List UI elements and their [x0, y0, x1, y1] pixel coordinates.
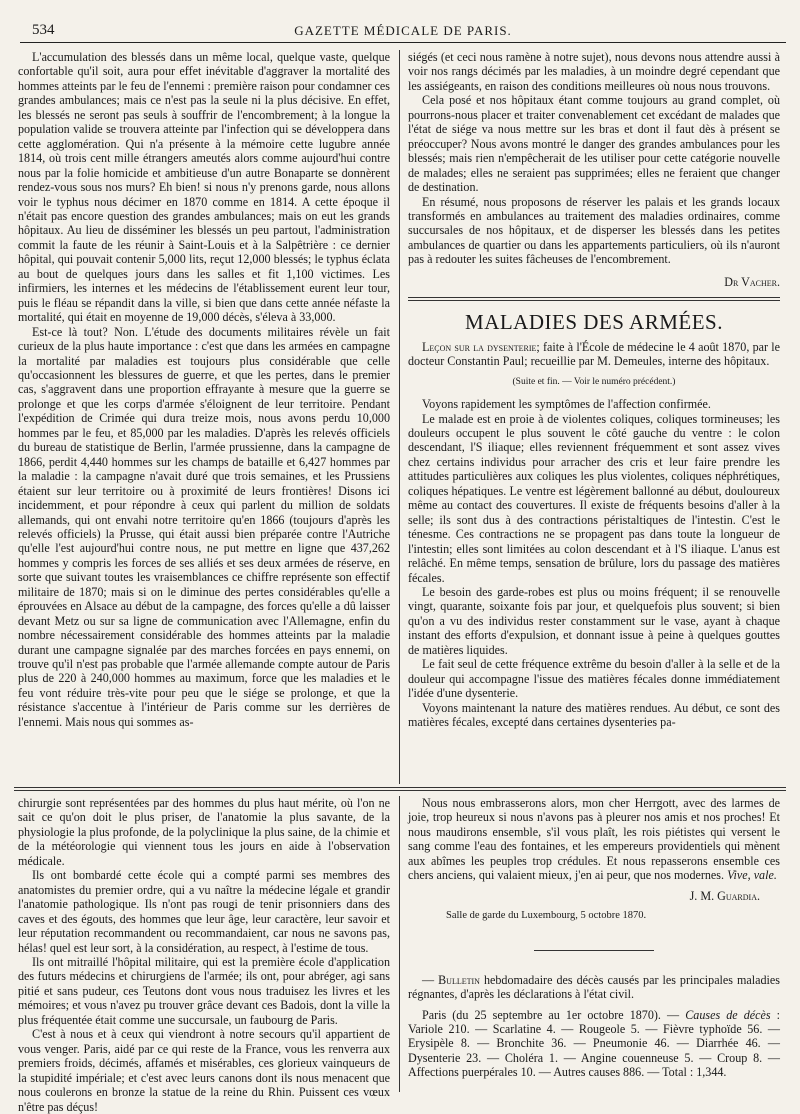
mortality-stats [408, 1008, 780, 1080]
paragraph: siégés (et ceci nous ramène à notre sujet), nous devons nous attendre aussi à voir nos rangs décimés par les maladies, à un moindre degré cependant que les assiégeants, en raison des conditions meilleures où nous nous trouvons. [408, 50, 780, 93]
feuilleton-divider [14, 787, 786, 788]
feuilleton-divider-double [14, 790, 786, 791]
lecon-rest: ; faite à l'École de médecine le 4 août 1870, par le docteur Constantin Paul; recueillie par M. Demeules, interne des hôpitaux. [408, 339, 780, 369]
lecon-heading [408, 340, 780, 369]
section-divider-double [408, 300, 780, 301]
column-divider [399, 796, 400, 1092]
bulletin-rest: hebdomadaire des décès causés par les principales maladies régnantes, d'après les déclarations à l'état civil. [408, 972, 780, 1002]
paragraph: chirurgie sont représentées par des hommes du plus haut mérite, où l'on ne sait ce qu'on doit le plus priser, de l'anatomie la plus savante, de la physiologie la plus profonde, de la polyclinique la plus saine, de la chimie et de la météorologie qui viennent tous les jours en aide à l'observation médicale. [18, 796, 390, 868]
letter-text: Nous nous embrasserons alors, mon cher Herrgott, avec des larmes de joie, trop heureux si nous n'avons pas à pleurer nos amis et nos proches! Et nous maudirons ensemble, s'il vous plaît, les rois piétistes qui versent le sang comme l'eau des fontaines, et les empereurs providentiels qui mènent aux abîmes les peuples trop crédules. Et nous repasserons ensemble ces chers anciens, qui valaient mieux, j'en ai peur, que nos modernes. [408, 796, 780, 883]
column-divider [399, 50, 400, 784]
paragraph: L'accumulation des blessés dans un même local, quelque vaste, quelque confortable qu'il soit, aura pour effet inévitable d'aggraver la mortalité des hommes atteints par le feu de l'ennemi : première raison pour condamner ces grandes ambulances; mais ce n'est pas la seule ni la plus décisive. En effet, les blessés ne seront pas seuls à souffrir de l'encombrement; à la longue la population valide se trouvera atteinte par l'infection qui se développera dans cette agglomération. Qui n'a présente à la mémoire cette lugubre année 1814, où trois cent mille étrangers ameutés alors comme aujourd'hui contre nous par la folie homicide et ambitieuse d'un autre Bonaparte se donnèrent rendez-vous sous nos murs? Eh bien! si nous n'y prenons garde, nous allons voir le typhus nous décimer en 1870 comme en 1814. A cette époque il n'était pas encore question des grandes ambulances; mais on eut les grands hôpitaux. Au lieu de disséminer les blessés un peu partout, l'administration commit la faute de les réunir à Saint-Louis et à la Salpêtrière : ce dernier hôpital, qui pouvait contenir 5,000 lits, reçut 12,000 blessés; le typhus éclata au bout de quelques jours dans les salles et fit 1,100 victimes. Les infirmiers, les internes et les médecins de l'établissement eurent leur tour, puis le fléau se répandit dans la ville, si bien que dans cette année néfaste la mortalité, qui était en moyenne de 19,000 décès, s'éleva à 33,000. [18, 50, 390, 325]
paragraph: Ils ont bombardé cette école qui a compté parmi ses membres des anatomistes du premier ordre, qui a vu naître la médecine légale et grandir l'anatomie pathologique. Ils n'ont pas rougi de tenir prisonniers dans des caves et des égouts, des hommes que leur âge, leur caractère, leur savoir et leur réputation recommandent ou recommandaient, car nous ne savons pas, hélas! quel est leur sort, à la considération, au respect, à l'estime de tous. [18, 868, 390, 955]
upper-right-column [408, 50, 780, 729]
paragraph: Cela posé et nos hôpitaux étant comme toujours au grand complet, où pourrons-nous placer et traiter convenablement cet excédant de malades que l'état de siége va nous mettre sur les bras et dont il faut dès à présent se préoccuper? Nous avons montré le danger des grandes ambulances pour les blessés; mais rien n'empêcherait de les utiliser pour cette catégorie nouvelle de malades; elles ne seraient pas supprimées; elles ne feraient que changer de destination. [408, 93, 780, 195]
lecon-lead: Leçon sur la dysenterie [422, 339, 537, 354]
paragraph: Le fait seul de cette fréquence extrême du besoin d'aller à la selle et de la douleur qui accompagne l'issue des matières fécales donne immédiatement l'idée d'une dysenterie. [408, 657, 780, 701]
bulletin-heading [408, 973, 780, 1002]
section-divider [534, 950, 654, 951]
upper-left-column [18, 50, 390, 729]
stats-text: : Variole 210. — Scarlatine 4. — Rougeole 5. — Fièvre typhoïde 56. — Erysipèle 8. — Bronchite 36. — Pneumonie 46. — Diarrhée 46. — Dysenterie 23. — Choléra 1. — Angine couenneuse 5. — Croup 8. — Affections puerpérales 10. — Autres causes 886. — Total : 1,344. [408, 1007, 780, 1080]
running-title: GAZETTE MÉDICALE DE PARIS. [294, 23, 512, 38]
paragraph [408, 796, 780, 883]
dateline: Salle de garde du Luxembourg, 5 octobre 1870. [446, 910, 647, 922]
page-number: 534 [32, 22, 55, 38]
paragraph: Est-ce là tout? Non. L'étude des documents militaires révèle un fait curieux de la plus haute importance : c'est que dans les armées en campagne la mortalité par maladies est toujours plus considérable que celle qu'occasionnent les blessures de guerre, et que les pertes, dans le premier cas, s'aggravent dans une proportion effrayante à mesure que la guerre se prolonge et que les corps d'armée s'éloignent de leur territoire. Pendant l'expédition de Crimée qui dura treize mois, nous avons perdu 10,000 hommes par le feu, et 85,000 par les maladies. D'après les relevés officiels du bureau de statistique de Berlin, l'armée prussienne, dans la campagne de 1866, perdit 4,440 hommes sur les champs de bataille et 6,427 hommes par la maladie : la campagne n'avait duré que trois semaines, et les Prussiens étaient sur leur territoire ou à proximité de leurs frontières! Disons ici incidemment, et pour répondre à ceux qui parlent du million de soldats allemands, qui ont envahi notre territoire qu'en 1866 (toujours d'après les relevés officiels) la Prusse, qui était aussi bien préparée contre l'Autriche qu'elle l'est aujourd'hui contre nous, ne put mettre en ligne que 437,262 hommes y compris les forces de ses alliés et ses deux armées de réserve, en sorte que suivant toutes les vraisemblances ce chiffre représente son effectif militaire de 1870; mais si on le diminue des pertes considérables qu'elle a éprouvées en Alsace au début de la campagne, des forces qu'elle a dû laisser devant Metz ou sur sa ligne de communication avec l'Allemagne, enfin du nombre nécessairement considérable des hommes atteints par la maladie durant une campagne signalée par des marches forcées en pays ennemi, on trouve qu'il n'est pas probable que l'armée allemande compte autour de Paris plus de 220 à 240,000 hommes au maximum, force que les maladies et le feu vont réduire très-vite pour peu que le siége se prolonge, et que la résistance s'accentue à l'intérieur de Paris comme sur les derrières de l'ennemi. Mais nous qui sommes as- [18, 324, 390, 729]
stats-label: Causes de décès [685, 1007, 771, 1022]
paragraph: C'est à nous et à ceux qui viendront à notre secours qu'il appartient de vous venger. Paris, aidé par ce qui reste de la France, vous les renverra aux premiers froids, décimés, affamés et misérables, ces glorieux vainqueurs de la stupidité impériale; et c'est avec leurs canons dont ils nous menacent que nous coulerons en bronze la statue de la reine du Rhin. Puissent ces vœux n'être pas déçus! [18, 1027, 390, 1114]
paragraph: Le besoin des garde-robes est plus ou moins fréquent; il se renouvelle vingt, quarante, soixante fois par jour, et quelquefois plus souvent; si bien qu'on a vu des individus rester constamment sur le vase, ayant à chaque instant des efforts d'expulsion, et donnant issue à peine à quelques gouttes de matières liquides. [408, 584, 780, 657]
page-header [20, 20, 786, 43]
signature: J. M. Guardia. [689, 888, 760, 903]
signature: Dr Vacher. [724, 274, 780, 289]
letter-quote: Vive, vale. [727, 868, 777, 883]
stats-lead: Paris (du 25 septembre au 1er octobre 1870). — [422, 1007, 680, 1022]
paragraph: Voyons rapidement les symptômes de l'affection confirmée. [422, 397, 711, 412]
lower-left-column [18, 796, 390, 1114]
paragraph: Le malade est en proie à de violentes coliques, coliques tormineuses; les douleurs occupent le plus souvent le côté gauche du ventre : le colon descendant, l'S iliaque; elles reviennent fréquemment et sont assez vives chez certains individus pour arracher des cris et leur faire prendre les attitudes particulières aux coliques les plus violentes, coliques néphrétiques, coliques hépatiques. Le ventre est légèrement ballonné au début, douloureux même au contact des couvertures. Il existe de fréquents besoins d'aller à la selle; ils sont dus à des contractions péristaltiques de l'intestin. C'est le ténesme. Ces contractions ne se propagent pas dans toute la longueur de l'intestin; elles sont limitées au colon descendant et à l'S iliaque. L'anus est relâché. En même temps, sensation de brûlure, lors du passage des matières fécales. [408, 411, 780, 585]
section-title: MALADIES DES ARMÉES. [465, 310, 723, 335]
paragraph: En résumé, nous proposons de réserver les palais et les grands locaux transformés en ambulances au traitement des maladies ordinaires, comme succursales de nos hôpitaux, et de disperser les blessés dans les petites ambulances de quartier ou dans les appartements particuliers, où ils n'auront pas à redouter les suites fâcheuses de l'encombrement. [408, 194, 780, 267]
paragraph: Voyons maintenant la nature des matières rendues. Au début, ce sont des matières fécales, excepté dans certaines dysenteries pa- [408, 700, 780, 730]
lower-right-column [408, 796, 780, 1080]
continuation-note: (Suite et fin. — Voir le numéro précédent.) [512, 376, 676, 387]
paragraph: Ils ont mitraillé l'hôpital militaire, qui est la première école d'application des futurs médecins et chirurgiens de l'armée; ils ont, pour abréger, agi sans pitié et sans pudeur, ces Teutons dont vous nous traduisez les livres et les mémoires; et vous n'avez pu trouver grâce devant ces Badois, dont la ville la plus fréquentée était comme une succursale, un faubourg de Paris. [18, 954, 390, 1027]
section-divider [408, 297, 780, 298]
bulletin-lead: — Bulletin [422, 972, 480, 987]
